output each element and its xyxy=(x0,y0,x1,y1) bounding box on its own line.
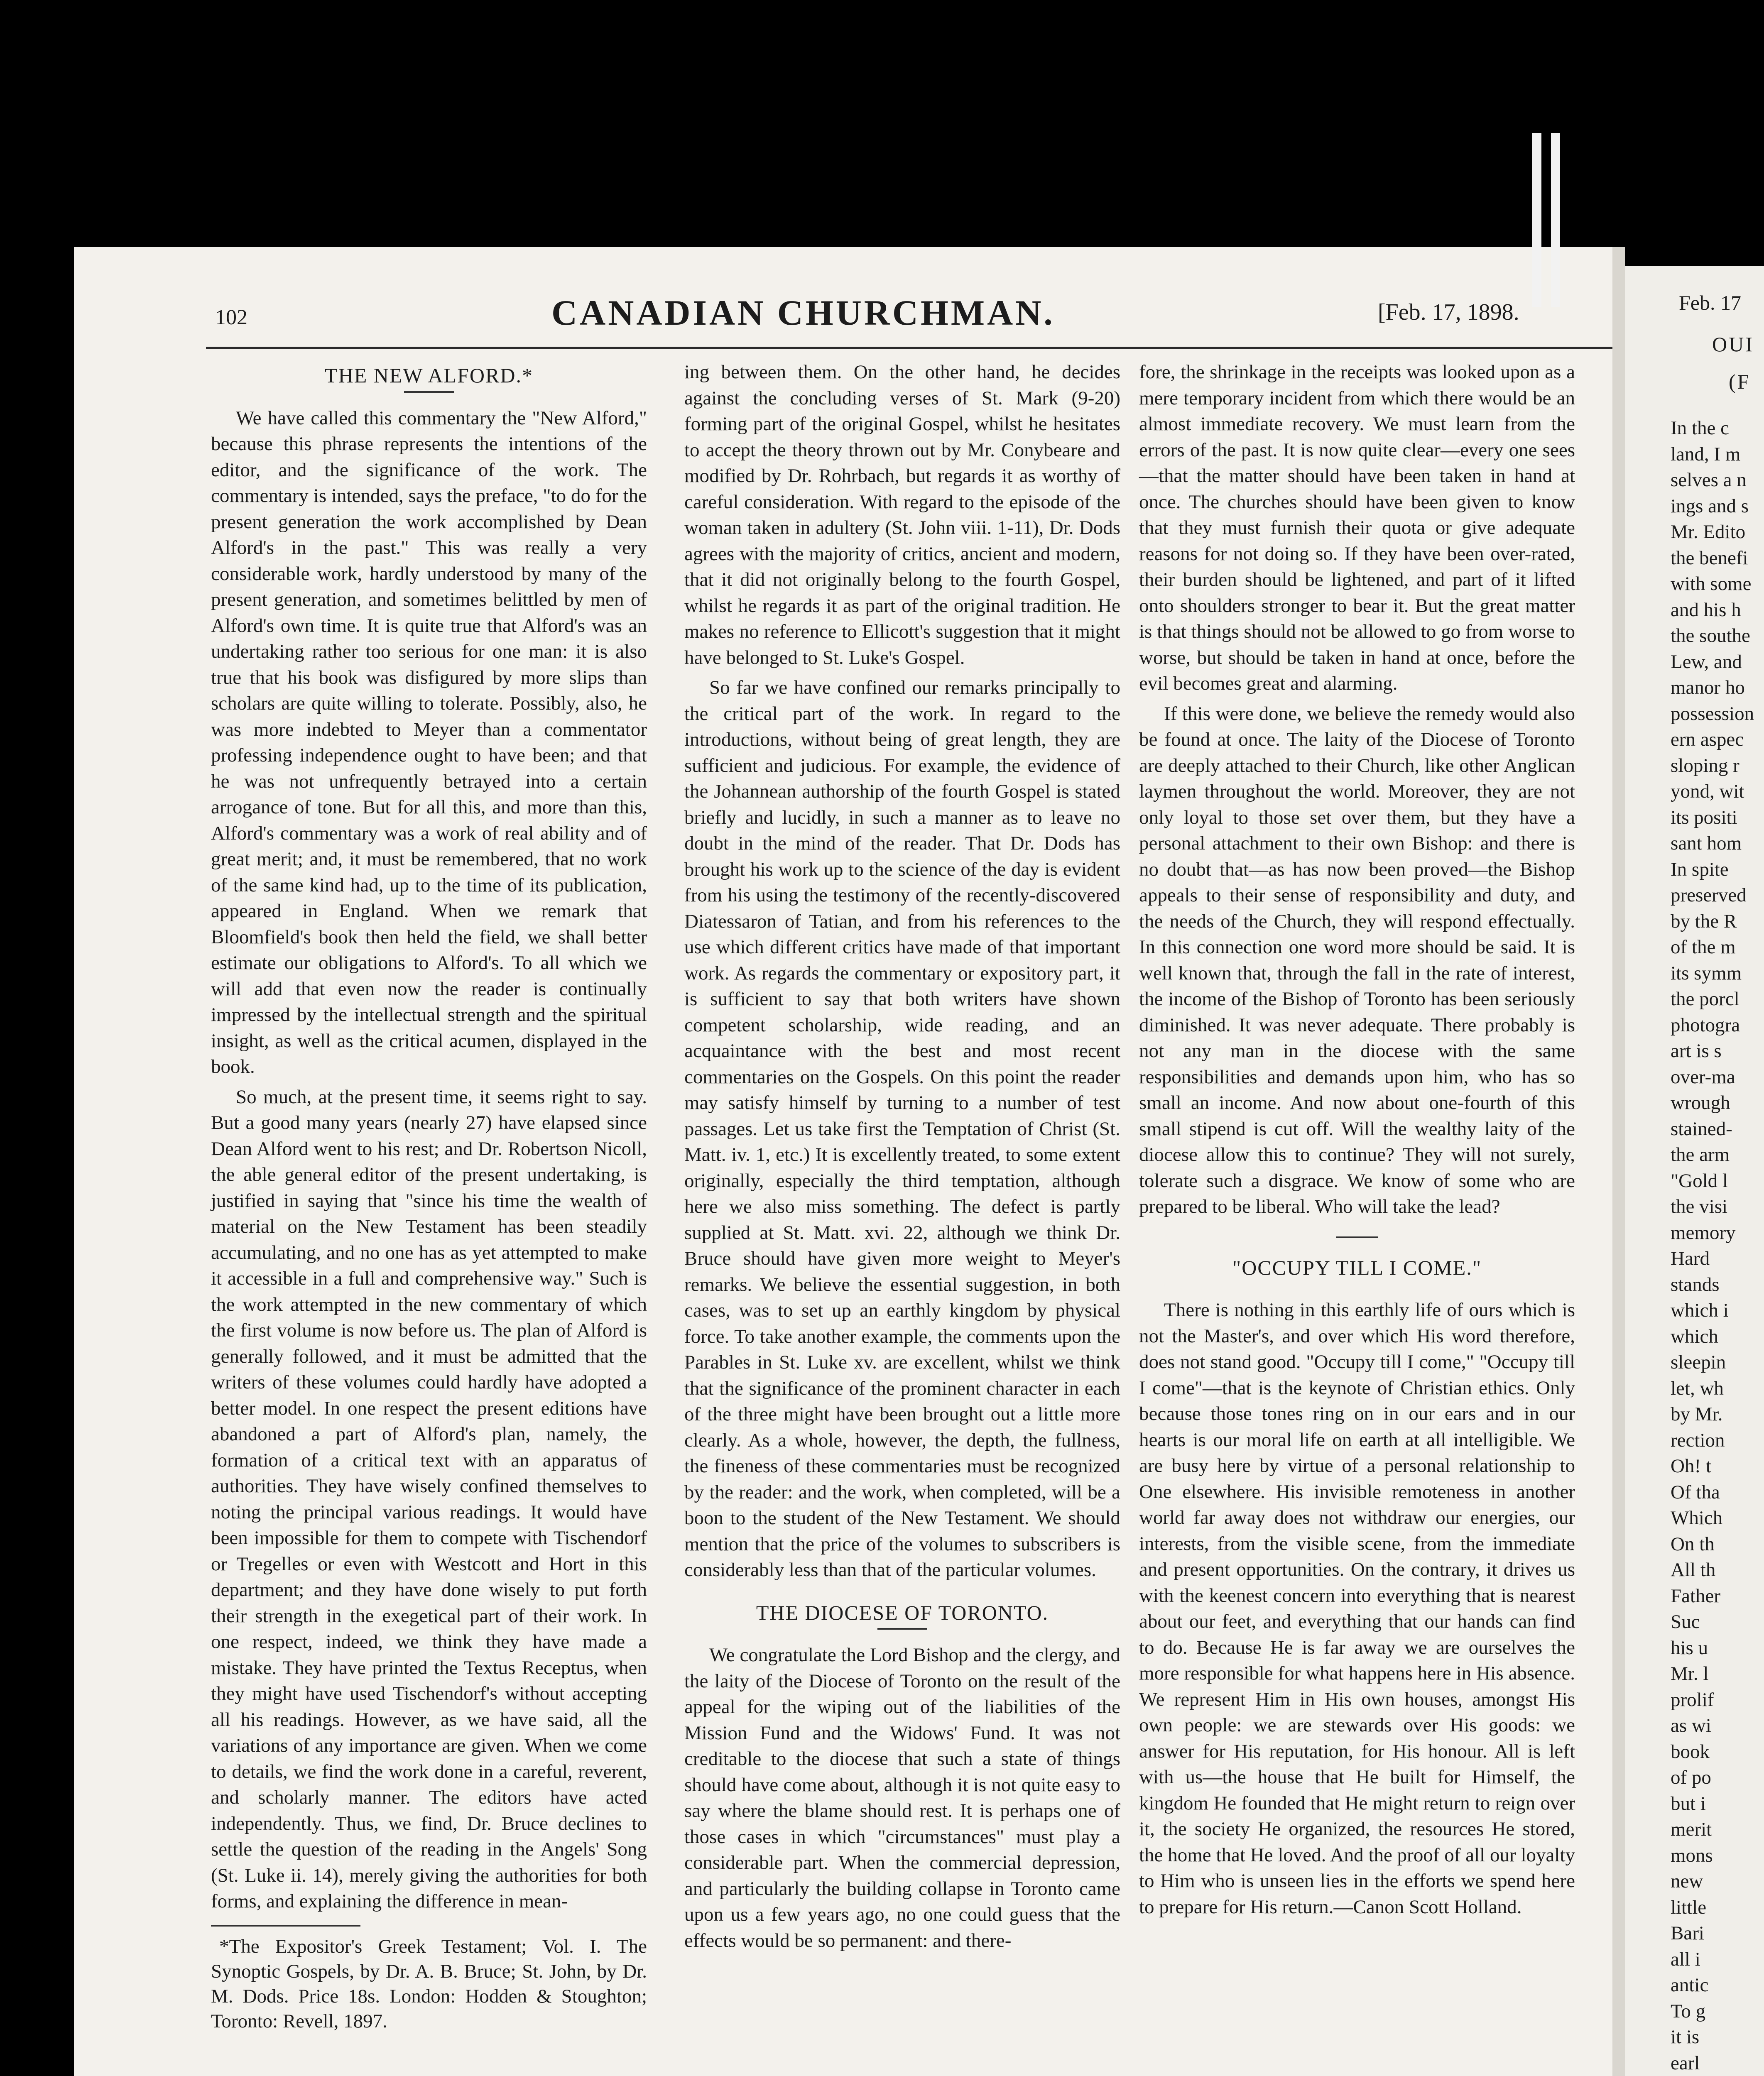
adjacent-page-line: of the m xyxy=(1671,936,1736,958)
adjacent-page-line: the arm xyxy=(1671,1144,1730,1165)
adjacent-page-line: merit xyxy=(1671,1819,1712,1840)
scan-mark xyxy=(1532,133,1541,307)
paragraph: If this were done, we believe the remedy would also be found at once. The laity of the Diocese of Toronto are deeply attached to their Church, like other Anglican laymen throughout the world. Moreover, they are not only loyal to those set over them, but they have a personal attachment to their own Bishop: and there is no doubt that—as has now been proved—the Bishop appeals to their sense of responsibility and duty, and the needs of the Church, they will respond effectually. In this connection one word more should be said. It is well known that, through the fall in the rate of interest, the income of the Bishop of Toronto has been seriously diminished. It was never adequate. There probably is not any man in the diocese with the same responsibilities and demands upon him, who has so small an income. And now about one-fourth of this small stipend is cut off. Will the wealthy laity of the diocese allow this to continue? They will not surely, tolerate such a disgrace. We know of some who are prepared to be liberal. Who will take the lead? xyxy=(1139,703,1575,1217)
adjacent-page-line: which i xyxy=(1671,1300,1729,1321)
footnote-rule xyxy=(211,1925,360,1927)
adjacent-page-line: book xyxy=(1671,1741,1710,1763)
adjacent-page-line: Father xyxy=(1671,1585,1721,1607)
adjacent-page-line: ern aspec xyxy=(1671,729,1744,750)
adjacent-page-line: ings and s xyxy=(1671,495,1749,517)
paragraph: So much, at the present time, it seems right to say. But a good many years (nearly 27) have elapsed since Dean Alford went to his rest; and Dr. Robertson Nicoll, the able general editor of the present undertaking, is justified in saying that "since his time the wealth of material on the New Testament has been steadily accumulating, and no one has as yet attempted to make it accessible in a full and comprehensive way." Such is the work attempted in the new commentary of which the first volume is now before us. The plan of Alford is generally followed, and it must be admitted that the writers of these volumes could hardly have adopted a better model. In one respect the present editions have abandoned a part of Alford's plan, namely, the formation of a critical text with an apparatus of authorities. They have wisely confined themselves to noting the principal various readings. It would have been impossible for them to compete with Tischendorf or Tregelles or even with Westcott and Hort in this department; and they have done wisely to put forth their strength in the exegetical part of their work. In one respect, indeed, we think they have made a mistake. They have printed the Textus Receptus, when they might have used Tischendorf's without accepting all his readings. However, as we have said, all the variations of any importance are given. When we come to details, we find the work done in a careful, reverent, and scholarly manner. The editors have acted independently. Thus, we find, Dr. Bruce declines to settle the question of the reading in the Angels' Song (St. Luke ii. 14), merely giving the authorities for both forms, and explaining the difference in mean- xyxy=(211,1086,647,1912)
adjacent-page-line: all i xyxy=(1671,1948,1700,1970)
adjacent-page-line: prolif xyxy=(1671,1689,1714,1711)
adjacent-page-line: but i xyxy=(1671,1792,1706,1814)
adjacent-page-line: To g xyxy=(1671,2000,1706,2022)
adjacent-page-line: stands xyxy=(1671,1273,1720,1295)
adjacent-page-line: of po xyxy=(1671,1767,1711,1788)
adjacent-page-line: sant hom xyxy=(1671,832,1742,854)
adjacent-page-line: selves a n xyxy=(1671,469,1747,491)
article-title-diocese-of-toronto: THE DIOCESE OF TORONTO. xyxy=(756,1601,1049,1624)
newspaper-page xyxy=(74,247,1612,2076)
adjacent-page-line: Mr. l xyxy=(1671,1663,1709,1684)
adjacent-page-line: over-ma xyxy=(1671,1066,1735,1088)
column-1 xyxy=(211,359,647,2038)
adjacent-page-line: which xyxy=(1671,1325,1718,1347)
paragraph: We congratulate the Lord Bishop and the clergy, and the laity of the Diocese of Toronto on the result of the appeal for the wiping out of the liabilities of the Mission Fund and the Widows' Fund. It was not creditable to the diocese that such a state of things should have come about, although it is not quite easy to say where the blame should rest. It is perhaps one of those cases in which "circumstances" must play a considerable part. When the commercial depression, and particularly the building collapse in Toronto came upon us a few years ago, no one could guess that the effects would be so permanent: and there- xyxy=(684,1644,1120,1951)
adjacent-page-line: memory xyxy=(1671,1222,1736,1244)
adjacent-page-line: its positi xyxy=(1671,806,1737,828)
article-title-new-alford: THE NEW ALFORD.* xyxy=(325,364,533,387)
paragraph: So far we have confined our remarks principally to the critical part of the work. In regard to the introductions, without being of great length, they are sufficient and judicious. For example, the evidence of the Johannean authorship of the fourth Gospel is stated briefly and lucidly, in such a manner as to leave no doubt in the mind of the reader. That Dr. Dods has brought his work up to the science of the day is evident from his using the testimony of the recently-discovered Diatessaron of Tatian, and from his references to the use which different critics have made of that important work. As regards the commentary or expository part, it is sufficient to say that both writers have shown competent scholarship, wide reading, and an acquaintance with the best and most recent commentaries on the Gospels. On this point the reader may satisfy himself by turning to a number of test passages. Let us take first the Temptation of Christ (St. Matt. iv. 1, etc.) It is excellently treated, to some extent originally, especially the third temptation, although here we also miss something. The defect is partly supplied at St. Matt. xvi. 22, although we think Dr. Bruce should have given more weight to Meyer's remarks. We believe the essential suggestion, in both cases, was to set up an earthly kingdom by physical force. To take another example, the comments upon the Parables in St. Luke xv. are excellent, whilst we think that the significance of the prominent character in each of the three might have been brought out a little more clearly. As a whole, however, the depth, the fullness, the fineness of these commentaries must be recognized by the reader: and the work, when completed, will be a boon to the student of the New Testament. We should mention that the price of the volumes to subscribers is considerably less than that of the particular volumes. xyxy=(684,677,1120,1581)
adjacent-page-line: land, I m xyxy=(1671,443,1741,465)
adjacent-page-line: Of tha xyxy=(1671,1481,1720,1503)
footnote xyxy=(211,1934,647,2034)
masthead: CANADIAN CHURCHMAN. xyxy=(551,293,1055,333)
adjacent-page-line: Bari xyxy=(1671,1922,1704,1944)
adjacent-page-line: little xyxy=(1671,1896,1707,1918)
adjacent-page-line: with some xyxy=(1671,573,1752,595)
adjacent-page-line: and his h xyxy=(1671,599,1741,621)
adjacent-page-line: Hard xyxy=(1671,1248,1710,1269)
adjacent-page xyxy=(1625,266,1764,2076)
adjacent-page-text xyxy=(1671,415,1764,2076)
paragraph: ing between them. On the other hand, he decides against the concluding verses of St. Mark (9-20) forming part of the original Gospel, whilst he hesitates to accept the theory thrown out by Mr. Conybeare and modified by Dr. Rohrbach, but regards it as worthy of careful consideration. With regard to the episode of the woman taken in adultery (St. John viii. 1-11), Dr. Dods agrees with the majority of critics, ancient and modern, that it did not originally belong to the fourth Gospel, whilst he regards it as part of the original tradition. He makes no reference to Ellicott's suggestion that it might have belonged to St. Luke's Gospel. xyxy=(684,361,1120,668)
adjacent-page-line: "Gold l xyxy=(1671,1170,1728,1192)
adjacent-page-line: All th xyxy=(1671,1559,1716,1581)
adjacent-page-line: Which xyxy=(1671,1507,1723,1529)
adjacent-page-line: the visi xyxy=(1671,1196,1728,1217)
adjacent-page-line: rection xyxy=(1671,1429,1725,1451)
adjacent-page-line: sloping r xyxy=(1671,754,1740,776)
adjacent-page-line: art is s xyxy=(1671,1040,1722,1062)
adjacent-page-line: On th xyxy=(1671,1533,1715,1555)
adjacent-page-line: mons xyxy=(1671,1844,1713,1866)
paragraph: There is nothing in this earthly life of ours which is not the Master's, and over which His word therefore, does not stand good. "Occupy till I come," "Occupy till I come"—that is the keynote of Christian ethics. Only because those tones ring on in our ears and in our hearts is our moral life on earth at all intelligible. We are busy here by virtue of a personal relationship to One elsewhere. His invisible remoteness in another world far away does not withdraw our energies, our interests, from the visible scene, from the immediate and present opportunities. On the contrary, it drives us with the keenest concern into everything that is nearest about our feet, and everything that our hands can find to do. Because He is far away we are ourselves the more responsible for what happens here in His absence. We represent Him in His own houses, amongst His own people: we are stewards over His goods: we answer for His reputation, for His honour. All is left with us—the house that He built for Himself, the kingdom He founded that He might return to reign over it, the society He organized, the resources He stored, the home that He loved. And the proof of all our loyalty to Him who is unseen lies in the efforts we spend here to prepare for His return.—Canon Scott Holland. xyxy=(1139,1299,1575,1918)
adjacent-page-line: In the c xyxy=(1671,417,1729,439)
adjacent-page-header: Feb. 17 xyxy=(1679,291,1741,314)
adjacent-page-line: possession xyxy=(1671,703,1754,725)
adjacent-page-line: new xyxy=(1671,1870,1703,1892)
adjacent-page-line: as wi xyxy=(1671,1715,1711,1736)
adjacent-page-line: wrough xyxy=(1671,1092,1730,1114)
issue-date: [Feb. 17, 1898. xyxy=(1378,299,1519,325)
adjacent-page-line: his u xyxy=(1671,1637,1708,1659)
adjacent-page-line: the southe xyxy=(1671,625,1750,646)
footnote-text: *The Expositor's Greek Testament; Vol. I. The Synoptic Gospels, by Dr. A. B. Bruce; St. John, by Dr. M. Dods. Price 18s. London: Hodden & Stoughton; Toronto: Revell, 1897. xyxy=(211,1935,647,2032)
paragraph: We have called this commentary the "New Alford," because this phrase represents the intentions of the editor, and the significance of the work. The commentary is intended, says the preface, "to do for the present generation the work accomplished by Dean Alford's in the past." This was really a very considerable work, hardly understood by many of the present generation, and sometimes belittled by men of Alford's own time. It is quite true that Alford's was an undertaking rather too serious for one man: it is also true that his book was disfigured by more slips than scholars are quite willing to tolerate. Possibly, also, he was more indebted to Meyer than a commentator professing independence ought to have been; and that he was not unfrequently betrayed into a certain arrogance of tone. But for all this, and more than this, Alford's commentary was a work of real ability and of great merit; and, it must be remembered, that no work of the same kind had, up to the time of its publication, appeared in England. When we remark that Bloomfield's book then held the field, we shall better estimate our obligations to Alford's. To all which we will add that even now the reader is continually impressed by the intellectual strength and the spiritual insight, as well as the critical acumen, displayed in the book. xyxy=(211,407,647,1077)
page-number: 102 xyxy=(215,306,247,329)
adjacent-page-line: by the R xyxy=(1671,910,1737,932)
adjacent-page-line: Oh! t xyxy=(1671,1455,1711,1477)
adjacent-page-line: Lew, and xyxy=(1671,651,1742,673)
adjacent-page-line: stained- xyxy=(1671,1118,1732,1140)
paragraph: fore, the shrinkage in the receipts was looked upon as a mere temporary incident from which there would be an almost immediate recovery. We must learn from the errors of the past. It is now quite clear—every one sees—that the matter should have been taken in hand at once. The churches should have been given to know that they must furnish their quota or give adequate reasons for not doing so. If they have been over-rated, their burden should be lightened, and part of it lifted onto shoulders stronger to bear it. But the great matter is that things should not be allowed to go from worse to worse, but should be taken in hand at once, before the evil becomes great and alarming. xyxy=(1139,361,1575,694)
column-2 xyxy=(684,359,1120,1958)
section-divider xyxy=(1336,1236,1378,1238)
adjacent-page-line: preserved xyxy=(1671,884,1747,906)
adjacent-page-line: the porcl xyxy=(1671,988,1740,1010)
article-title-occupy-till-i-come: "OCCUPY TILL I COME." xyxy=(1232,1256,1482,1279)
adjacent-page-line: Suc xyxy=(1671,1611,1700,1633)
adjacent-page-line: earl xyxy=(1671,2052,1700,2074)
adjacent-page-line: yond, wit xyxy=(1671,781,1744,802)
title-rule xyxy=(877,1628,927,1630)
adjacent-page-line: its symm xyxy=(1671,962,1742,984)
adjacent-page-line: let, wh xyxy=(1671,1377,1724,1399)
scan-mark xyxy=(1551,133,1560,307)
adjacent-page-line: the benefi xyxy=(1671,547,1748,569)
adjacent-page-line: sleepin xyxy=(1671,1351,1726,1373)
page-header xyxy=(74,247,1612,343)
column-3 xyxy=(1139,359,1575,1924)
adjacent-page-line: manor ho xyxy=(1671,677,1745,698)
page-edge xyxy=(1612,247,1625,2076)
adjacent-page-subtitle: (F xyxy=(1729,370,1751,393)
adjacent-page-line: In spite xyxy=(1671,858,1729,880)
title-rule xyxy=(404,391,454,393)
adjacent-page-line: by Mr. xyxy=(1671,1403,1723,1425)
adjacent-page-title: OUI xyxy=(1712,333,1754,356)
adjacent-page-line: antic xyxy=(1671,1974,1709,1996)
adjacent-page-line: photogra xyxy=(1671,1014,1740,1036)
adjacent-page-line: Mr. Edito xyxy=(1671,521,1746,543)
adjacent-page-line: it is xyxy=(1671,2026,1700,2048)
header-rule xyxy=(206,347,1612,349)
